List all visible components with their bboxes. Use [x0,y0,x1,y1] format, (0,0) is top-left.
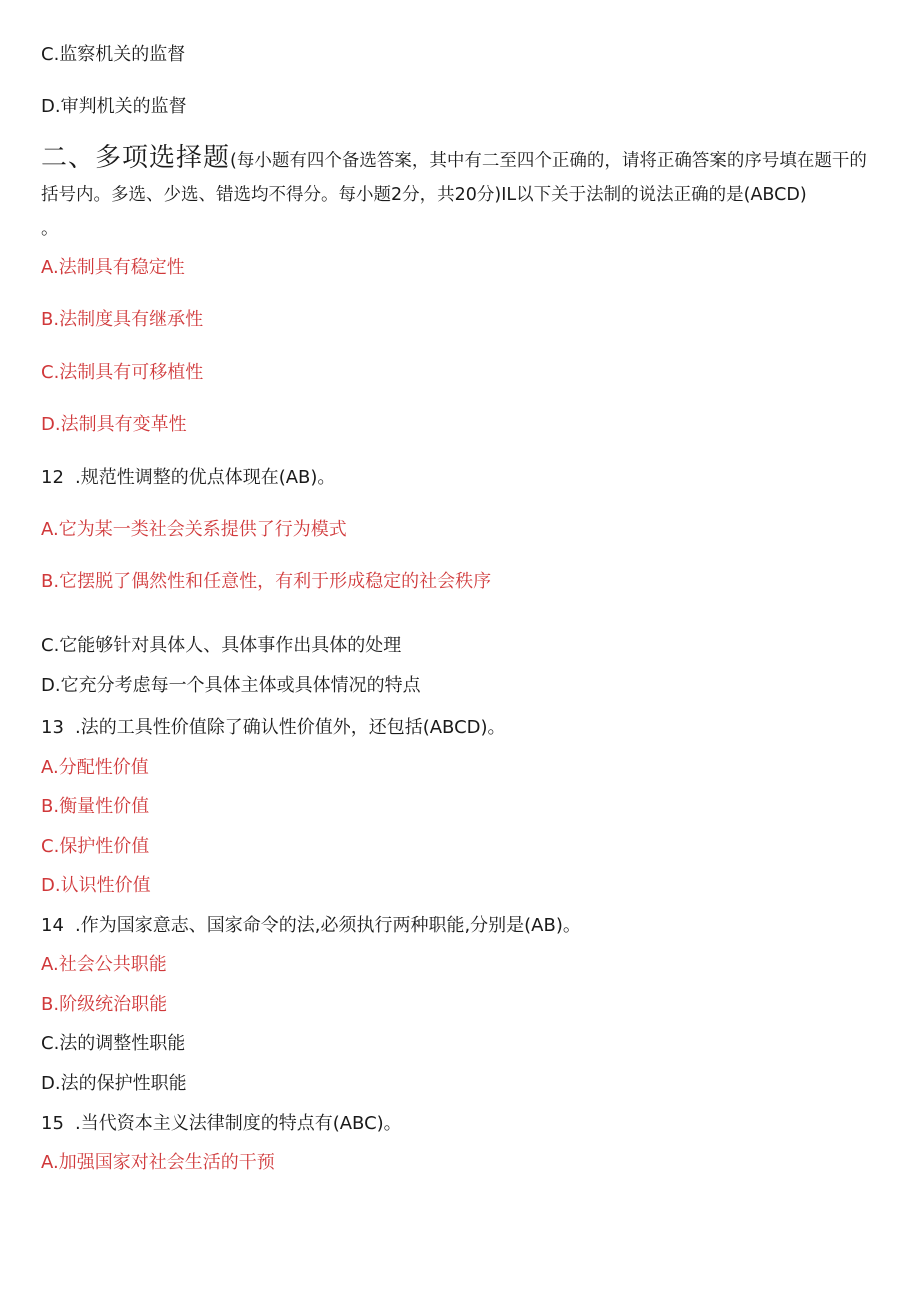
q11-option-c: C.法制具有可移植性 [41,362,204,383]
q15-stem-text: .当代资本主义法律制度的特点有(ABC)。 [75,1113,402,1134]
q14-stem [41,914,581,938]
q13-option-b: B.衡量性价值 [41,796,150,817]
q14-option-c: C.法的调整性职能 [41,1033,186,1054]
q11-option-a: A.法制具有稳定性 [41,257,185,278]
q13-option-c: C.保护性价值 [41,836,150,857]
option-d-judicial-organs: D.审判机关的监督 [41,96,187,117]
section-trailing-mark: 。 [41,219,59,239]
q14-stem-text: .作为国家意志、国家命令的法,必须执行两种职能,分别是(AB)。 [75,915,581,936]
q12-option-a: A.它为某一类社会关系提供了行为模式 [41,519,347,540]
q14-option-d: D.法的保护性职能 [41,1073,187,1094]
q11-option-d: D.法制具有变革性 [41,414,187,435]
q11-option-b: B.法制度具有继承性 [41,309,204,330]
q13-stem-text: .法的工具性价值除了确认性价值外，还包括(ABCD)。 [75,717,506,738]
q14-option-a: A.社会公共职能 [41,954,167,975]
q13-option-a: A.分配性价值 [41,757,149,778]
q13-number: 13 [41,717,64,738]
q14-option-b: B.阶级统治职能 [41,994,168,1015]
q12-stem [41,466,335,490]
q12-option-d: D.它充分考虑每一个具体主体或具体情况的特点 [41,675,421,696]
q15-number: 15 [41,1113,64,1134]
q13-option-d: D.认识性价值 [41,875,151,896]
q12-stem-text: .规范性调整的优点体现在(AB)。 [75,467,336,488]
q15-stem [41,1112,402,1136]
section-instructions: (每小题有四个备选答案，其中有二至四个正确的，请将正确答案的序号填在题干的括号内。多选、少选、错选均不得分。每小题2分，共20分)IL以下关于法制的说法正确的是(ABCD) [41,151,867,205]
section-heading: 二、多项选择题 [41,143,231,173]
q12-option-c: C.它能够针对具体人、具体事作出具体的处理 [41,635,402,656]
section-multiple-choice [41,141,881,246]
q13-stem [41,716,506,740]
q12-option-b: B.它摆脱了偶然性和任意性，有利于形成稳定的社会秩序 [41,571,492,592]
q12-number: 12 [41,467,64,488]
q14-number: 14 [41,915,64,936]
q15-option-a: A.加强国家对社会生活的干预 [41,1152,275,1173]
option-c-supervisory-organs: C.监察机关的监督 [41,44,186,65]
